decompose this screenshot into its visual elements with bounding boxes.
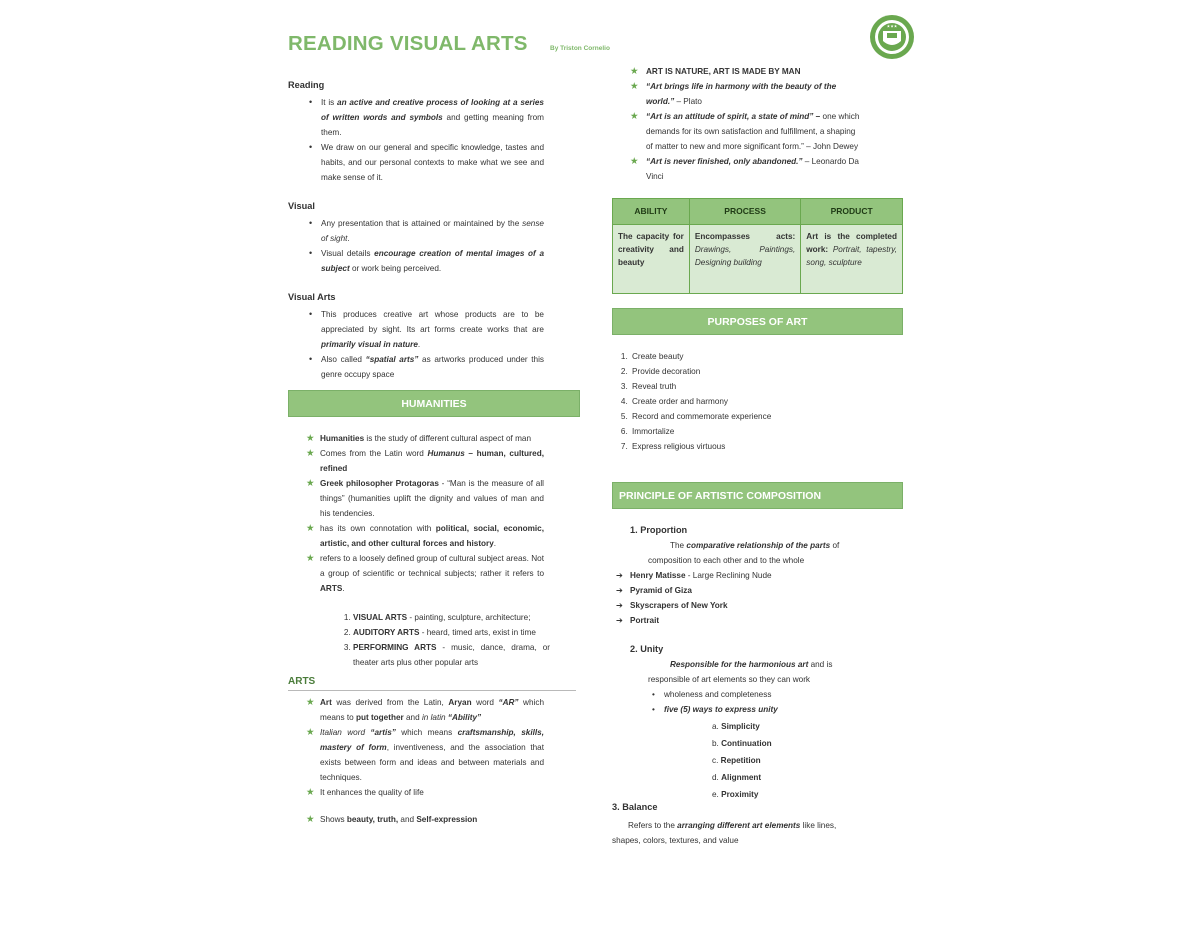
list-item: • It is an active and creative process of looking at a series of written words and symbols and getting meaning from them. [321,95,580,140]
list-item: • Any presentation that is attained or maintained by the sense of sight. [321,216,580,246]
visual-arts-heading: Visual Arts [288,292,336,302]
list-item: ➔ Pyramid of Giza [612,583,904,598]
star-icon: ★ [306,727,315,738]
list-item: c. Repetition [712,756,761,765]
list-item: e. Proximity [712,790,759,799]
list-item: b. Continuation [712,739,772,748]
star-icon: ★ [630,156,639,167]
list-item: 1. Create beauty [630,349,904,364]
arts-heading: ARTS [288,674,576,691]
purposes-bar: PURPOSES OF ART [612,308,903,335]
arts-list [288,695,580,827]
list-item: • We draw on our general and specific knowledge, tastes and habits, and our personal contexts to make what we see and make sense of it. [321,140,580,185]
principle-bar: PRINCIPLE OF ARTISTIC COMPOSITION [612,482,903,509]
arrow-right-icon: ➔ [616,571,623,580]
arrow-right-icon: ➔ [616,601,623,610]
visual-list [288,216,580,276]
list-item: ★ Italian word “artis” which means craftsmanship, skills, mastery of form, inventiveness, and the association that exists between form and ideas and between materials and techniques. [306,727,544,782]
list-item: ★ refers to a loosely defined group of cultural subject areas. Not a group of scientific or technical subjects; rather it refers to ARTS. [306,553,544,593]
quote-item: ★ “Art is never finished, only abandoned.” – Leonardo Da Vinci [630,156,859,181]
star-icon: ★ [306,697,315,708]
star-icon: ★ [630,66,639,77]
table-cell: The capacity for creativity and beauty [613,225,690,294]
star-icon: ★ [306,553,315,564]
branches-list [288,610,580,670]
star-icon: ★ [630,111,639,122]
list-item: ★ Humanities is the study of different cultural aspect of man [306,433,532,444]
list-item: 2. AUDITORY ARTS - heard, timed arts, exist in time [353,625,580,640]
byline: By Triston Cornelio [550,45,610,52]
list-item: 2. Provide decoration [630,364,904,379]
star-icon: ★ [306,448,315,459]
list-item: • five (5) ways to express unity [612,702,904,717]
table-header: PROCESS [689,199,800,225]
star-icon: ★ [306,787,315,798]
quotes-list [612,64,904,184]
list-item: • Visual details encourage creation of mental images of a subject or work being perceived. [321,246,580,276]
list-item: ★ Comes from the Latin word Humanus – human, cultured, refined [306,448,544,473]
list-item: • Also called “spatial arts” as artworks produced under this genre occupy space [321,352,580,382]
table-cell: Encompasses acts: Drawings, Paintings, Designing building [689,225,800,294]
left-column [288,78,580,827]
star-icon: ★ [306,523,315,534]
list-item: • wholeness and completeness [612,687,904,702]
table-header: ABILITY [613,199,690,225]
list-item: • This produces creative art whose products are to be appreciated by sight. Its art forms create works that are primarily visual in nature. [321,307,580,352]
list-item: 4. Create order and harmony [630,394,904,409]
list-item: ★ has its own connotation with political, social, economic, artistic, and other cultural forces and history. [306,523,544,548]
reading-list [288,95,580,185]
list-item: ➔ Skyscrapers of New York [612,598,904,613]
star-icon: ★ [630,81,639,92]
list-item: 3. PERFORMING ARTS - music, dance, drama, or theater arts plus other popular arts [353,640,580,670]
quote-item: ★ “Art is an attitude of spirit, a state of mind” – one which demands for its own satisfaction and fulfillment, a shaping of matter to new and more significant form.” – John Dewey [630,111,860,151]
list-item: ★ It enhances the quality of life [306,787,424,798]
arrow-right-icon: ➔ [616,616,623,625]
proportion-heading: 1. Proportion [630,525,688,535]
page-title: READING VISUAL ARTS [288,32,528,55]
svg-text:★★★: ★★★ [886,23,898,29]
table-cell: Art is the completed work: Portrait, tapestry, song, sculpture [801,225,903,294]
list-item: a. Simplicity [712,722,760,731]
reading-heading: Reading [288,80,325,90]
list-item: 6. Immortalize [630,424,904,439]
humanities-bar: HUMANITIES [288,390,580,417]
table-header: PRODUCT [801,199,903,225]
unity-description: Responsible for the harmonious art and is responsible of art elements so they can work [648,660,833,684]
list-item: 5. Record and commemorate experience [630,409,904,424]
balance-description: Refers to the arranging different art elements like lines, shapes, colors, textures, and value [612,821,837,845]
right-column [612,64,904,848]
list-item: 1. VISUAL ARTS - painting, sculpture, architecture; [353,610,580,625]
visual-heading: Visual [288,201,315,211]
list-item: ★ Art was derived from the Latin, Aryan word “AR” which means to put together and in latin “Ability” [306,697,544,722]
list-item: 3. Reveal truth [630,379,904,394]
arrow-right-icon: ➔ [616,586,623,595]
list-item: d. Alignment [712,773,762,782]
list-item: ★ Greek philosopher Protagoras - “Man is the measure of all things” (humanities uplift the dignity and values of man and his tendencies. [306,478,544,518]
humanities-list [288,431,580,596]
list-item: ➔ Henry Matisse - Large Reclining Nude [612,568,904,583]
balance-heading: 3. Balance [612,802,658,812]
star-icon: ★ [306,433,315,444]
school-seal-logo [868,13,916,61]
star-icon: ★ [306,814,315,825]
visual-arts-list [288,307,580,382]
star-icon: ★ [306,478,315,489]
purposes-list [612,349,904,454]
list-item: ➔ Portrait [612,613,904,628]
list-item: ★ Shows beauty, truth, and Self-expression [306,814,478,825]
quote-item: ★ ART IS NATURE, ART IS MADE BY MAN [630,66,801,77]
list-item: 7. Express religious virtuous [630,439,904,454]
ability-process-product-table [612,198,903,294]
proportion-description: The comparative relationship of the parts of composition to each other and to the whole [648,541,840,565]
unity-heading: 2. Unity [630,644,664,654]
quote-item: ★ “Art brings life in harmony with the beauty of the world.” – Plato [630,81,837,106]
